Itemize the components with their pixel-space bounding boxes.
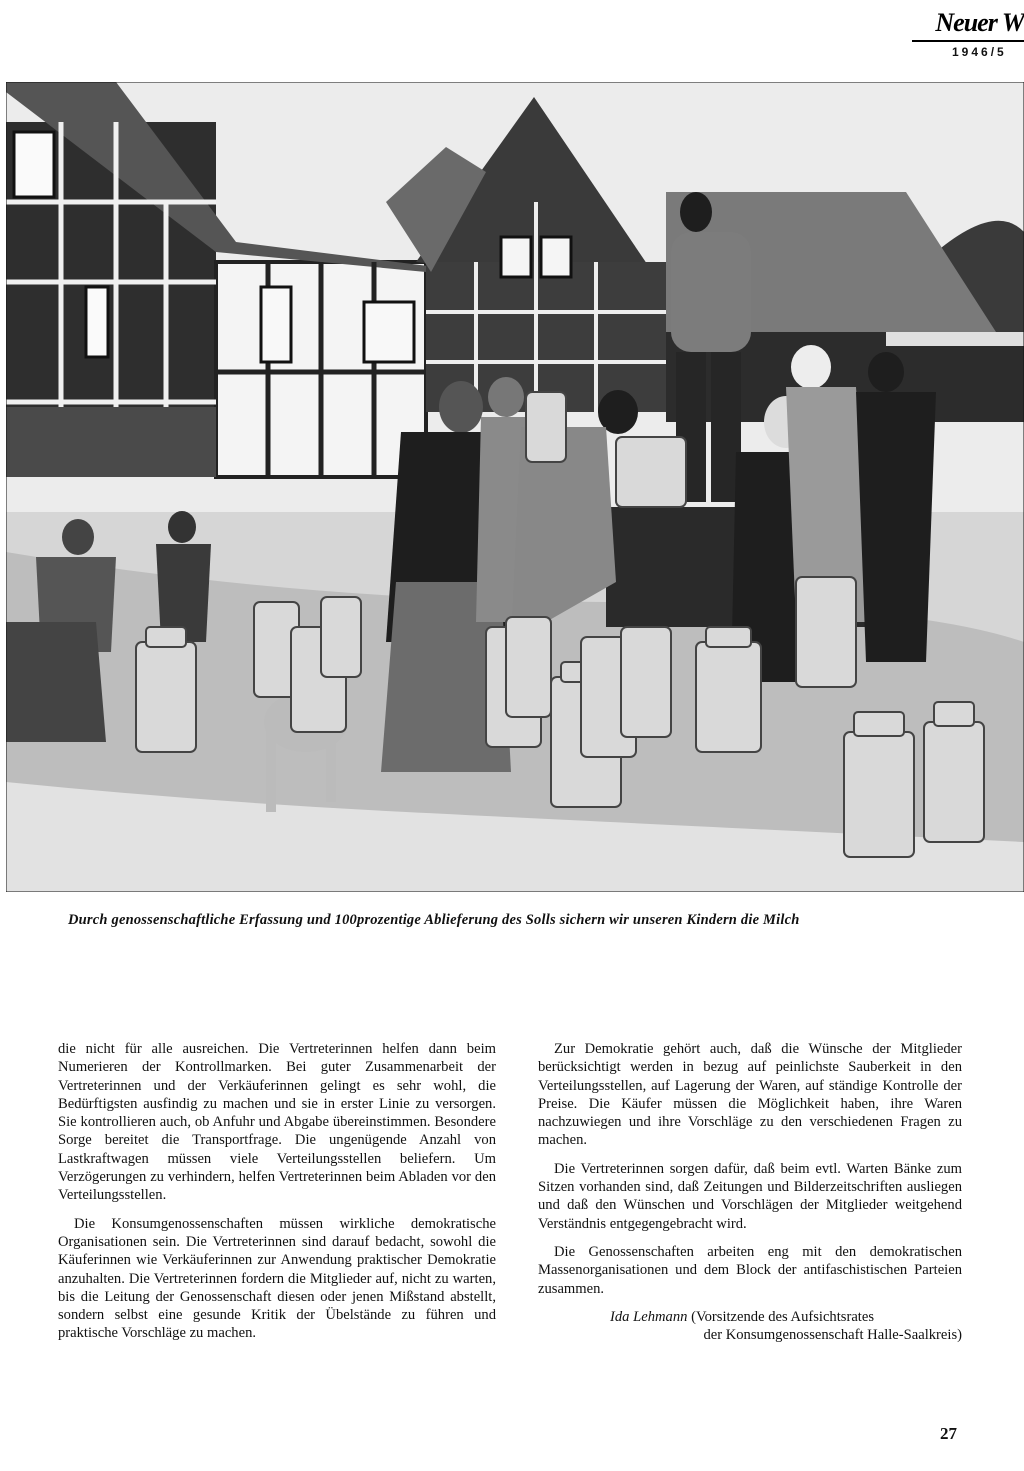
left-paragraph-2: Die Konsumgenossenschaften müssen wirkliche demokratische Organisationen sein. Die Vertreterinnen sind darauf bedacht, sowohl die Käuferinnen wie Verkäuferinnen zur Anwendung praktischer Demokratie anzuhalten. Die Vertreterinnen fordern die Mitglieder auf, nicht zu warten, bis die Leitung der Genossenschaft diesen oder jenen Mißstand abstellt, sondern selbst eine gesunde Kritik der Übelstände zu führen und praktische Vorschläge zu machen. [58,1215,496,1342]
article-left-column [58,1040,496,1353]
masthead-rule [912,40,1024,42]
author-signature [538,1308,962,1345]
right-paragraph-3: Die Genossenschaften arbeiten eng mit den demokratischen Massenorganisationen und dem Block der antifaschistischen Parteien zusammen. [538,1243,962,1297]
right-paragraph-1: Zur Demokratie gehört auch, daß die Wünsche der Mitglieder berücksichtigt werden in bezug auf peinlichste Sauberkeit in den Verteilungsstellen, auf Lagerung der Waren, auf ständige Kontrolle der Preise. Die Käufer müssen die Möglichkeit haben, ihre Waren nachzuwiegen und ihre Vorschläge zu den verschiedenen Fragen zu machen. [538,1041,962,1149]
photo-illustration [6,82,1024,892]
author-role-line-2: der Konsumgenossenschaft Halle-Saalkreis) [703,1327,962,1344]
page-number: 27 [940,1424,957,1443]
right-paragraph-2: Die Vertreterinnen sorgen dafür, daß beim evtl. Warten Bänke zum Sitzen vorhanden sind, daß Zeitungen und Bilderzeitschriften ausliegen und daß den Wünschen und Vorschlägen der Mitglieder weitgehend Verständnis entgegengebracht wird. [538,1160,962,1232]
left-paragraph-1: die nicht für alle ausreichen. Die Vertreterinnen helfen dann beim Numerieren der Kontrollmarken. Bei guter Zusammenarbeit der Vertreterinnen und der Verkäuferinnen gelingt es sehr wohl, die Bedürftigsten ausfindig zu machen und sie in erster Linie zu versorgen. Sie kontrollieren auch, ob Anfuhr und Abgabe übereinstimmen. Besondere Sorge bereitet die Transportfrage. Die ungenügende Anzahl von Lastkraftwagen müssen viele Verteilungsstellen beliefern. Um Verzögerungen zu verhindern, helfen Vertreterinnen beim Abladen vor den Verteilungsstellen. [58,1041,496,1204]
issue-number: 1946/5 [952,45,1007,59]
magazine-title: Neuer W [935,8,1024,37]
milk-collection-photo [6,82,1024,892]
author-role-line-1: (Vorsitzende des Aufsichtsrates [691,1308,875,1325]
masthead [912,8,1024,59]
article-right-column [538,1040,962,1354]
author-name: Ida Lehmann [610,1308,688,1325]
photo-caption: Durch genossenschaftliche Erfassung und 100prozentige Ablieferung des Solls sichern wir unseren Kindern die Milch [68,912,800,928]
